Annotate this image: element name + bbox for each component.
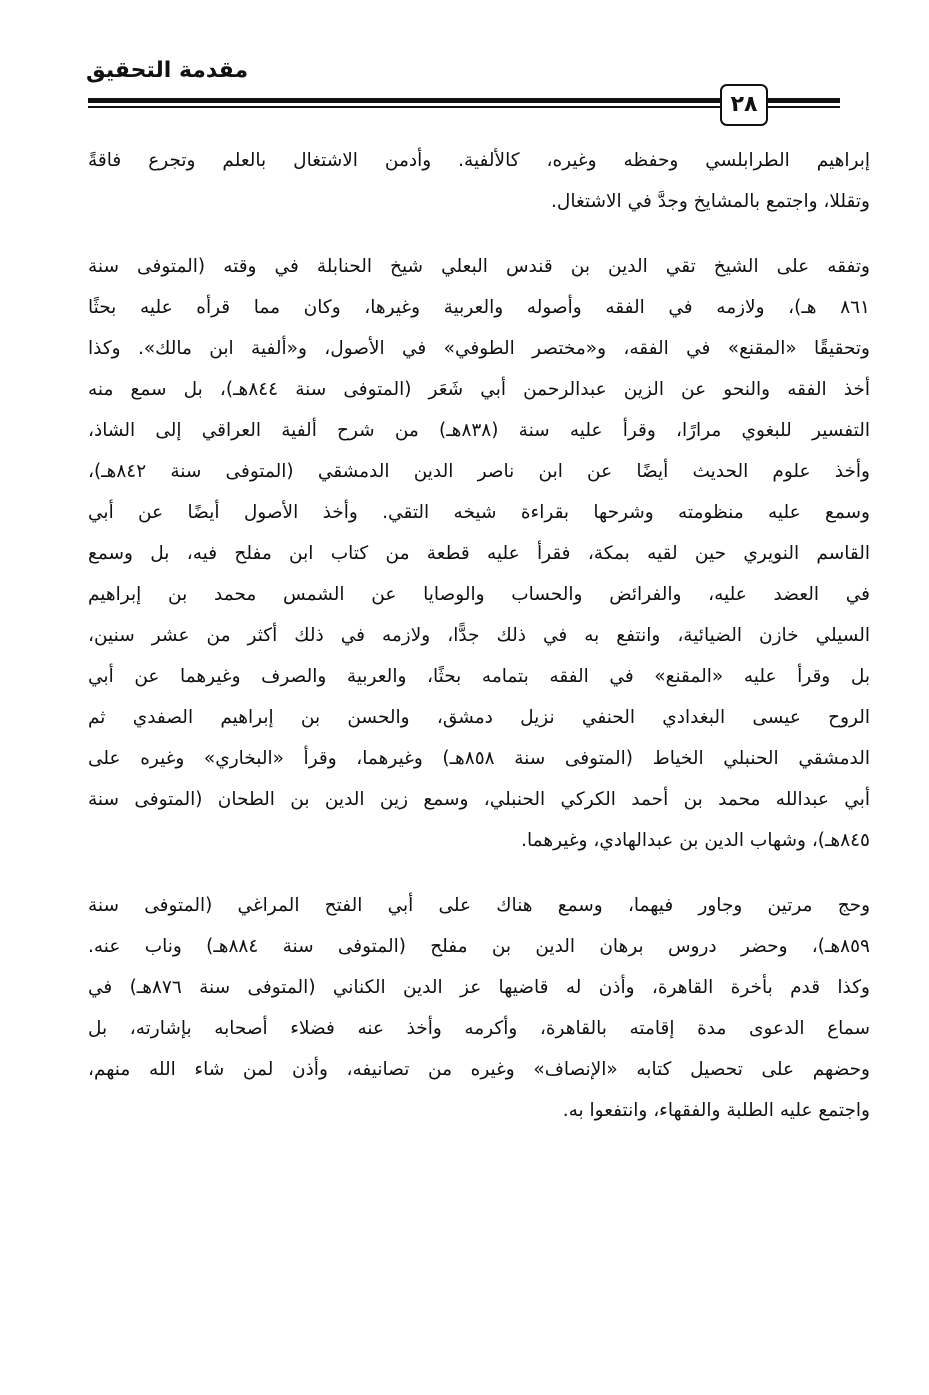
text-line: وأخذ علوم الحديث أيضًا عن ابن ناصر الدين الدمشقي (المتوفى سنة ٨٤٢هـ)، <box>88 461 870 482</box>
text-line: وتحقيقًا «المقنع» في الفقه، و«مختصر الطوفي» في الأصول، و«ألفية ابن مالك». وكذا <box>88 338 870 359</box>
text-line: وحج مرتين وجاور فيهما، وسمع هناك على أبي الفتح المراغي (المتوفى سنة <box>88 895 870 916</box>
text-line: وكذا قدم بأخرة القاهرة، وأذن له قاضيها عز الدين الكناني (المتوفى سنة ٨٧٦هـ) في <box>88 977 870 998</box>
paragraph <box>88 246 870 861</box>
header-rule-thin <box>88 106 720 108</box>
header-rule-right-thin <box>768 106 840 108</box>
text-line: أبي عبدالله محمد بن أحمد الكركي الحنبلي، وسمع زين الدين بن الطحان (المتوفى سنة <box>88 789 870 810</box>
paragraph-gap <box>88 861 870 885</box>
running-title: مقدمة التحقيق <box>86 58 249 83</box>
page-body <box>88 140 870 1131</box>
header-rule-right <box>768 98 840 103</box>
text-line: واجتمع عليه الطلبة والفقهاء، وانتفعوا به. <box>562 1100 870 1121</box>
text-line: سماع الدعوى مدة إقامته بالقاهرة، وأكرمه وأخذ عنه فضلاء أصحابه بإشارته، بل <box>88 1018 870 1039</box>
text-line: وتقللا، واجتمع بالمشايخ وجدَّ في الاشتغال. <box>551 191 870 212</box>
paragraph <box>88 885 870 1131</box>
page-number: ٢٨ <box>720 84 768 126</box>
text-line: وسمع عليه منظومته وشرحها بقراءة شيخه التقي. وأخذ الأصول أيضًا عن أبي <box>88 502 870 523</box>
text-line: إبراهيم الطرابلسي وحفظه وغيره، كالألفية. وأدمن الاشتغال بالعلم وتجرع فاقةً <box>88 150 870 171</box>
text-line: الدمشقي الحنبلي الخياط (المتوفى سنة ٨٥٨هـ) وغيرهما، وقرأ «البخاري» وغيره على <box>88 748 871 769</box>
text-line: بل وقرأ عليه «المقنع» في الفقه بتمامه بحثًا، والعربية والصرف وغيرهما عن أبي <box>88 666 870 687</box>
text-line: وتفقه على الشيخ تقي الدين بن قندس البعلي شيخ الحنابلة في وقته (المتوفى سنة <box>88 256 870 277</box>
text-line: ٨٤٥هـ)، وشهاب الدين بن عبدالهادي، وغيرهما. <box>521 830 870 851</box>
text-line: الروح عيسى البغدادي الحنفي نزيل دمشق، والحسن بن إبراهيم الصفدي ثم <box>88 707 870 728</box>
paragraph <box>88 140 870 222</box>
text-line: في العضد عليه، والفرائض والحساب والوصايا عن الشمس محمد بن إبراهيم <box>88 584 870 605</box>
text-line: القاسم النويري حين لقيه بمكة، فقرأ عليه قطعة من كتاب ابن مفلح فيه، بل وسمع <box>88 543 870 564</box>
text-line: وحضهم على تحصيل كتابه «الإنصاف» وغيره من تصانيفه، وأذن لمن شاء الله منهم، <box>88 1059 870 1080</box>
text-line: ٨٦١ هـ)، ولازمه في الفقه وأصوله والعربية وغيرها، وكان مما قرأه عليه بحثًا <box>88 297 870 318</box>
header-rule <box>88 98 720 103</box>
text-line: أخذ الفقه والنحو عن الزين عبدالرحمن أبي شَعَر (المتوفى سنة ٨٤٤هـ)، بل سمع منه <box>88 379 870 400</box>
text-line: السيلي خازن الضيائية، وانتفع به في ذلك جدًّا، ولازمه في ذلك أكثر من عشر سنين، <box>88 625 870 646</box>
paragraph-gap <box>88 222 870 246</box>
text-line: ٨٥٩هـ)، وحضر دروس برهان الدين بن مفلح (المتوفى سنة ٨٨٤هـ) وناب عنه. <box>88 936 870 957</box>
text-line: التفسير للبغوي مرارًا، وقرأ عليه سنة (٨٣٨هـ) من شرح ألفية العراقي إلى الشاذ، <box>88 420 870 441</box>
